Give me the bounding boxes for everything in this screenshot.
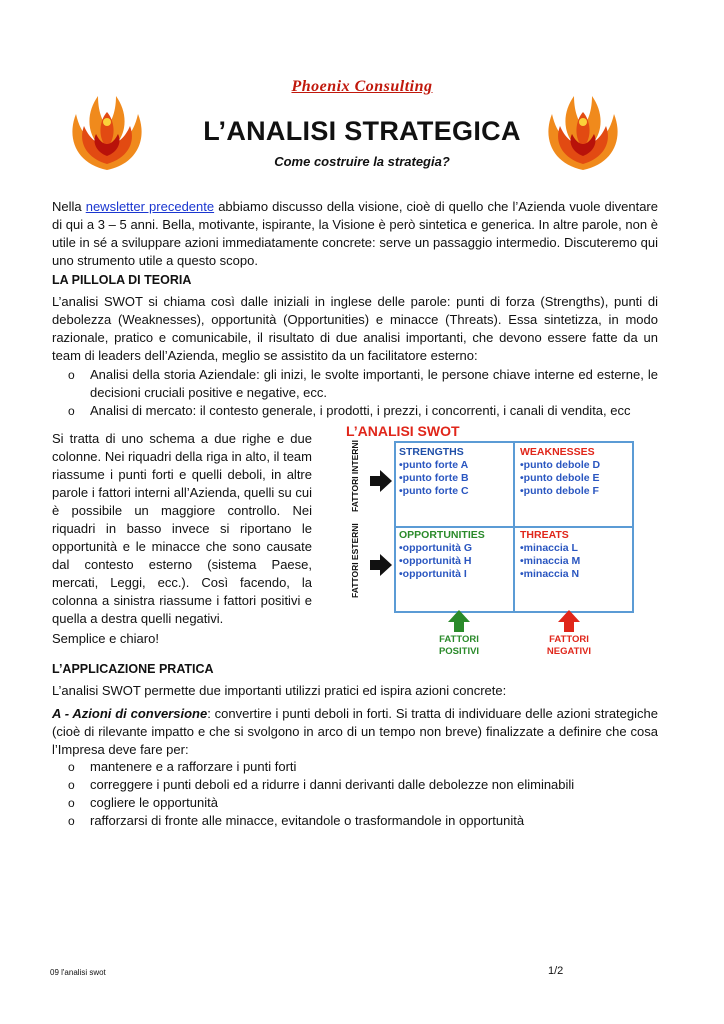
page-title: L’ANALISI STRATEGICA — [203, 116, 521, 146]
list-item: o mantenere e a rafforzare i punti forti — [52, 758, 658, 776]
company-brand: Phoenix Consulting — [291, 78, 433, 95]
newsletter-link[interactable]: newsletter precedente — [85, 199, 215, 214]
quadrant-item: •minaccia N — [520, 568, 580, 580]
practice-paragraph-a — [52, 705, 658, 759]
bottom-label-positive-2: POSITIVI — [438, 646, 480, 657]
bottom-label-negative: FATTORI — [549, 634, 589, 645]
quadrant-item: •punto forte B — [399, 472, 469, 484]
list-item: o Analisi di mercato: il contesto generale, i prodotti, i prezzi, i concorrenti, i canali di vendita, ecc — [52, 402, 658, 420]
quadrant-title-strengths: STRENGTHS — [399, 446, 464, 458]
list-item: o rafforzarsi di fronte alle minacce, evitandole o trasformandole in opportunità — [52, 812, 658, 830]
bottom-label-negative-2: NEGATIVI — [546, 646, 592, 657]
row-label-external: FATTORI ESTERNI — [350, 523, 360, 598]
list-item: o cogliere le opportunità — [52, 794, 658, 812]
quadrant-title-opportunities: OPPORTUNITIES — [399, 529, 485, 541]
footer-filename: 09 l'analisi swot — [50, 968, 106, 977]
quadrant-item: •punto debole E — [520, 472, 600, 484]
quadrant-item: •minaccia L — [520, 542, 578, 554]
intro-paragraph — [52, 198, 658, 270]
list-item: o correggere i punti deboli ed a ridurre i danni derivanti dalle debolezze non eliminabili — [52, 776, 658, 794]
intro-text-before: Nella — [52, 199, 86, 214]
theory-heading: LA PILLOLA DI TEORIA — [52, 273, 192, 287]
quadrant-item: •punto debole F — [520, 485, 599, 497]
swot-diagram — [318, 420, 644, 660]
quadrant-item: •opportunità H — [399, 555, 472, 567]
page-number: 1/2 — [548, 965, 564, 977]
practice-heading: L’APPLICAZIONE PRATICA — [52, 662, 214, 676]
bottom-label-positive: FATTORI — [439, 634, 479, 645]
practice-intro: L’analisi SWOT permette due importanti utilizzi pratici ed ispira azioni concrete: — [52, 683, 507, 698]
quadrant-item: •opportunità I — [399, 568, 467, 580]
list-item: o Analisi della storia Aziendale: gli inizi, le svolte importanti, le persone chiave interne ed esterne, le decisioni cruciali positive e negative, ecc. — [52, 366, 658, 402]
swot-title: L’ANALISI SWOT — [346, 423, 460, 439]
arrow-right-icon — [370, 470, 392, 492]
quadrant-item: •punto forte C — [399, 485, 469, 497]
schema-paragraph: Si tratta di uno schema a due righe e due colonne. Nei riquadri della riga in alto, il team riassume i punti forti e quelli deboli, in altre parole i fattori interni all’Azienda, quelli su cui è possibile un maggiore controllo. Nei riquadri in basso invece si riportano le opportunità e le minacce che sono causate dal contesto esterno (sistema Paese, mercati, Leggi, ecc.). Così facendo, la colonna a sinistra riassume i fattori positivi e quella a destra quelli negativi. — [52, 431, 312, 626]
simple-line: Semplice e chiaro! — [52, 631, 159, 646]
quadrant-title-weaknesses: WEAKNESSES — [520, 446, 595, 458]
quadrant-item: •minaccia M — [520, 555, 581, 567]
quadrant-item: •opportunità G — [399, 542, 473, 554]
quadrant-title-threats: THREATS — [520, 529, 569, 541]
page-subtitle: Come costruire la strategia? — [274, 154, 450, 169]
practice-a-text: : convertire i punti deboli in forti. Si tratta di individuare delle azioni strategiche (cioè di rilevante impatto e che si svolgono in arco di un tempo non breve) finalizzate a definire che cosa l’Impresa deve fare per: — [52, 706, 658, 757]
practice-list — [52, 758, 658, 830]
practice-a-label: A - Azioni di conversione — [52, 706, 208, 721]
theory-paragraph: L’analisi SWOT si chiama così dalle iniziali in inglese delle parole: punti di forza (Strengths), punti di debolezza (Weaknesses), opportunità (Opportunities) e minacce (Threats). Essa sintetizza, in modo razionale, pratico e comunicabile, il risultato di due analisi importanti, che devono essere fatte da un team di leaders dell’Azienda, meglio se assistito da un facilitatore esterno: — [52, 294, 658, 363]
quadrant-item: •punto debole D — [520, 459, 601, 471]
arrow-right-icon — [370, 554, 392, 576]
analysis-list — [52, 366, 658, 420]
row-label-internal: FATTORI INTERNI — [350, 440, 360, 512]
intro-text-after: abbiamo discusso della visione, cioè di quello che l’Azienda vuole diventare di qui a 3 – 5 anni. Bella, motivante, ispirante, la Visione è però sintetica e generica. In altre parole, non è utile in sé a sviluppare azioni immediatamente concrete: serve un passaggio intermedio. Discuteremo qui uno strumento utile a questo scopo. — [52, 199, 658, 268]
arrow-up-red-icon — [558, 610, 580, 632]
quadrant-item: •punto forte A — [399, 459, 469, 471]
arrow-up-green-icon — [448, 610, 470, 632]
